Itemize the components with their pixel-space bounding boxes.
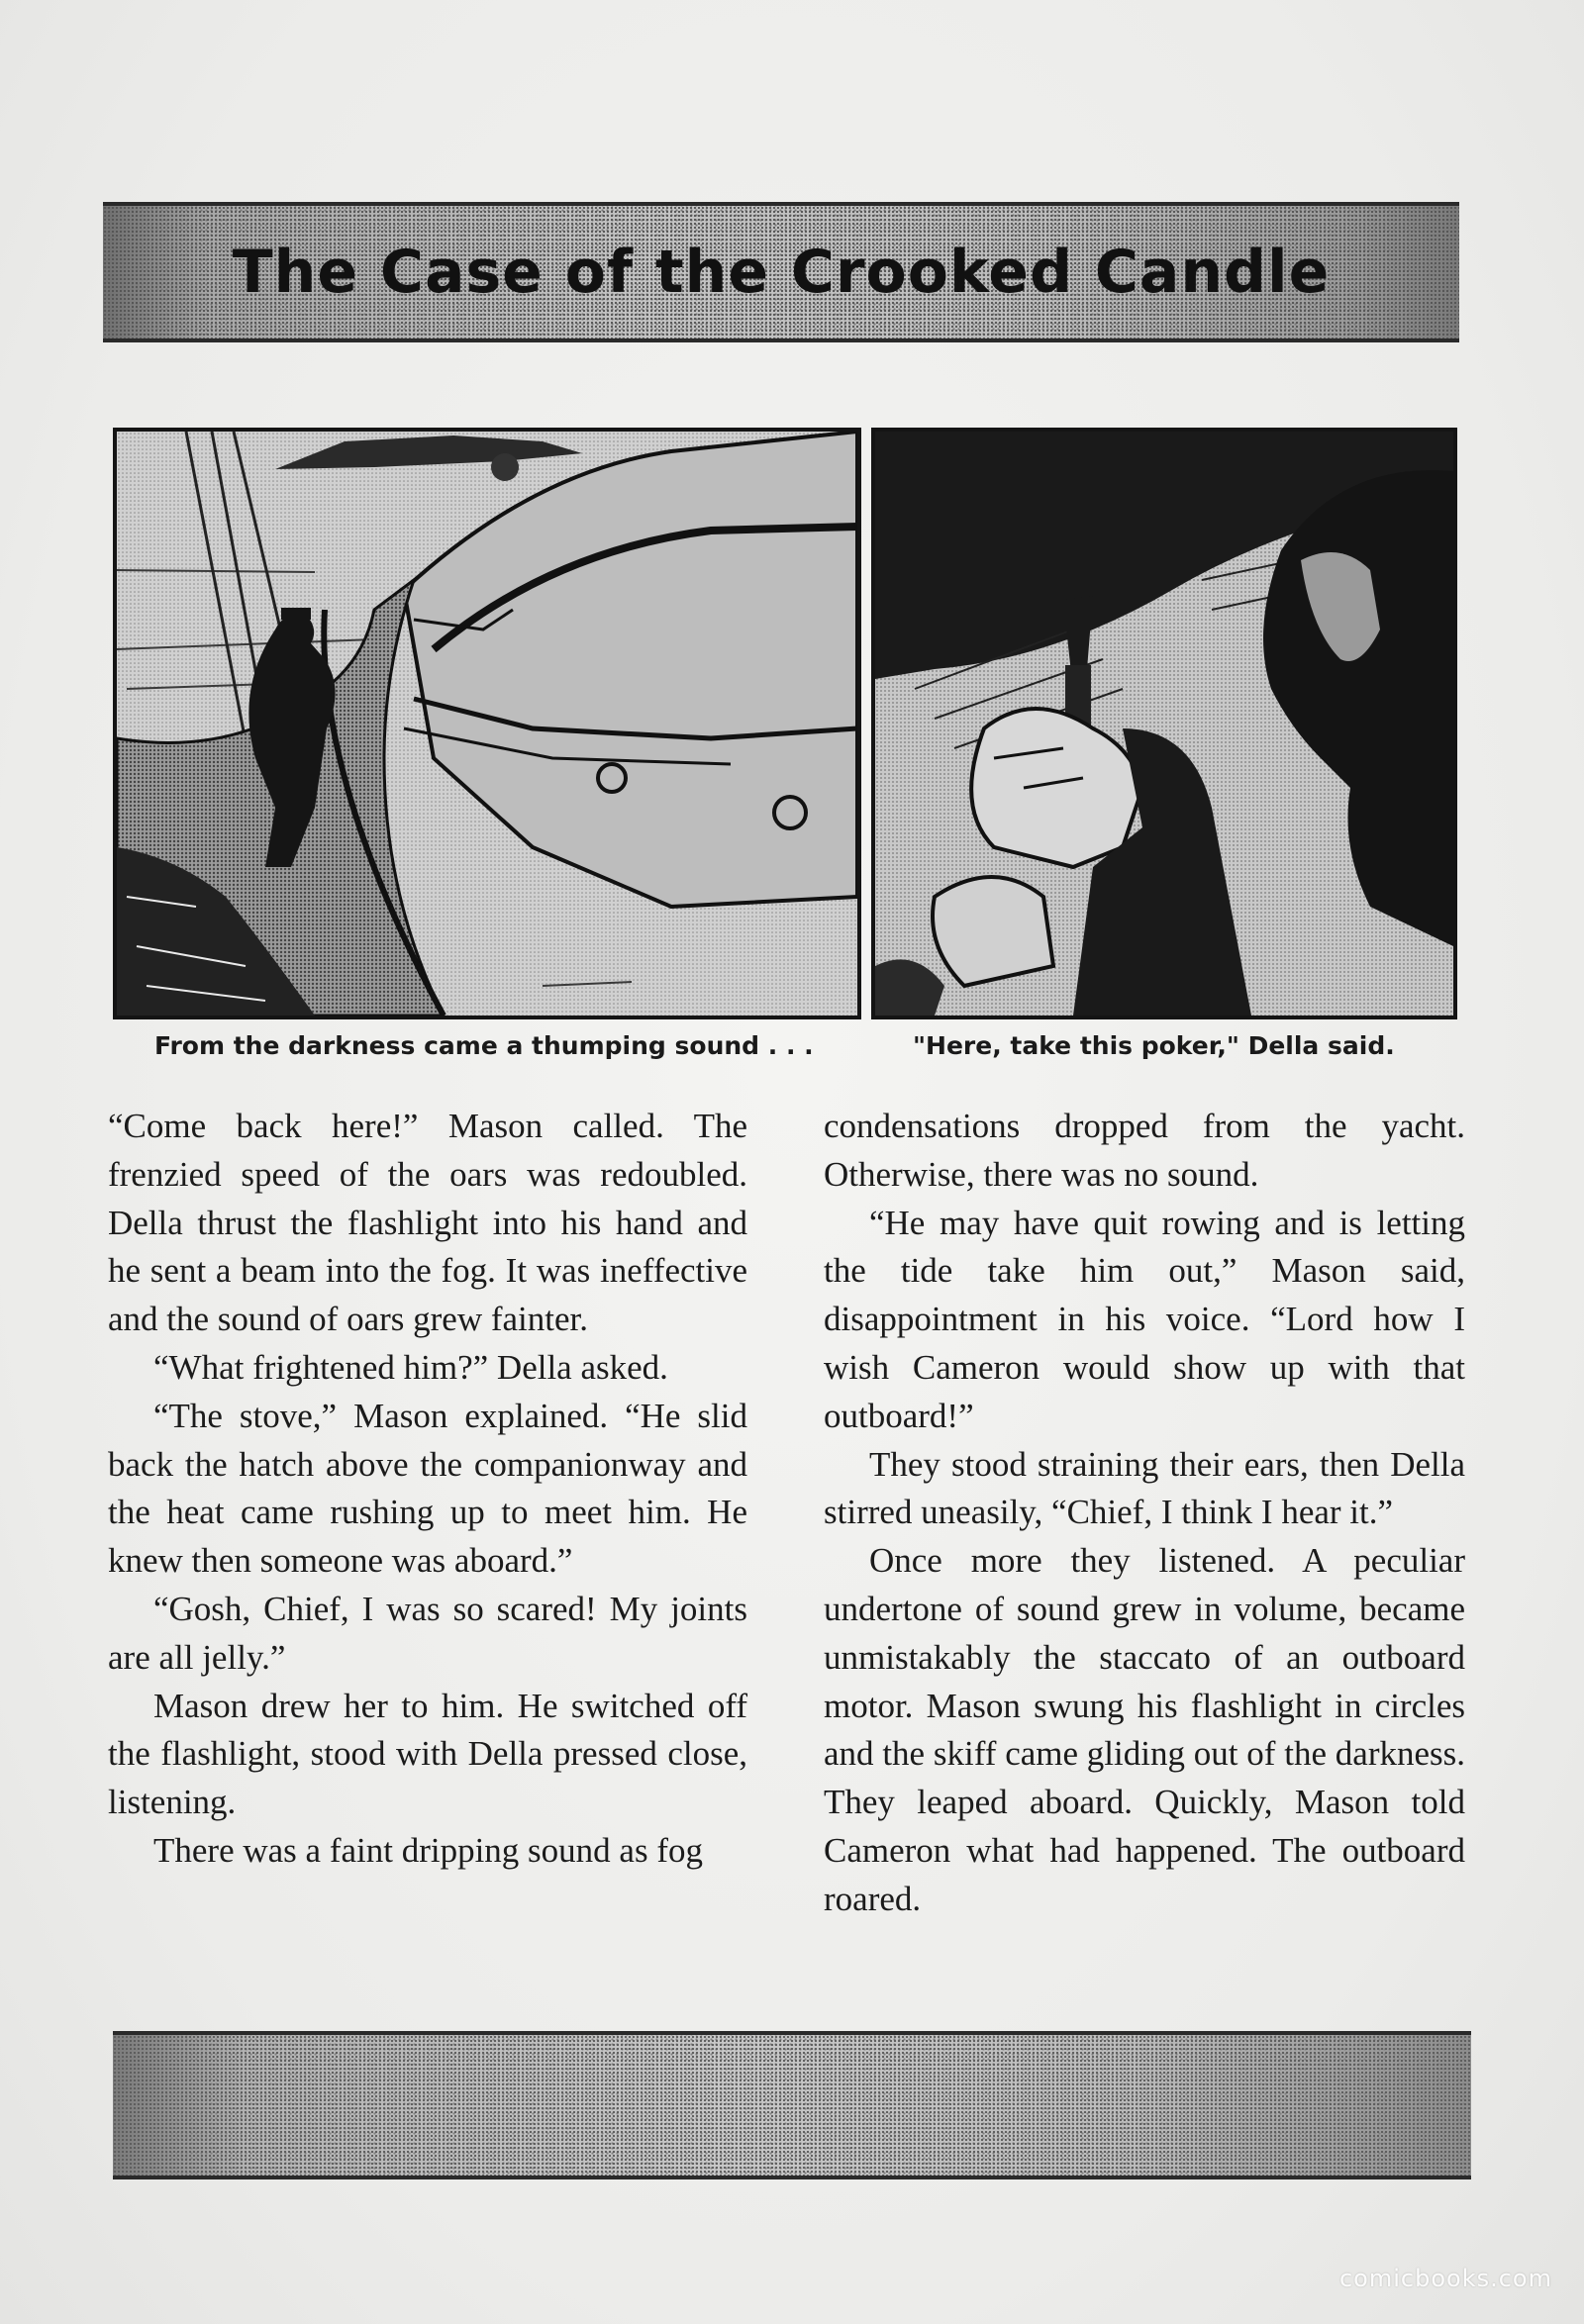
paragraph: “What frightened him?” Della asked. bbox=[153, 1347, 668, 1387]
paragraph: “He may have quit rowing and is letting the tide take him out,” Mason said, disappointment in his voice. “Lord how I wish Cameron would show up with that outboard!” bbox=[824, 1203, 1465, 1435]
paragraph: They stood straining their ears, then Della stirred uneasily, “Chief, I think I hear it.” bbox=[824, 1444, 1465, 1532]
paragraph: condensations dropped from the yacht. Otherwise, there was no sound. bbox=[824, 1107, 1465, 1194]
title-banner bbox=[103, 202, 1459, 342]
story-title: The Case of the Crooked Candle bbox=[232, 238, 1331, 307]
caption-left: From the darkness came a thumping sound . . . bbox=[154, 1031, 814, 1060]
paragraph: There was a faint dripping sound as fog bbox=[153, 1830, 703, 1870]
paragraph: Once more they listened. A peculiar undertone of sound grew in volume, became unmistakably the staccato of an outboard motor. Mason swung his flashlight in circles and the skiff came gliding out of the darkness. They leaped aboard. Quickly, Mason told Cameron what had happened. The outboard roared. bbox=[824, 1541, 1465, 1918]
text-column-left bbox=[108, 1103, 747, 1876]
paragraph: “Gosh, Chief, I was so scared! My joints are all jelly.” bbox=[108, 1589, 747, 1677]
bottom-halftone-band bbox=[113, 2031, 1471, 2179]
watermark: comicbooks.com bbox=[1338, 2265, 1552, 2292]
illustration-poker-hand bbox=[871, 428, 1457, 1019]
caption-right: "Here, take this poker," Della said. bbox=[913, 1031, 1395, 1060]
illustration-yacht-skiff bbox=[113, 428, 861, 1019]
paragraph: “The stove,” Mason explained. “He slid back the hatch above the companionway and the heat came rushing up to meet him. He knew then someone was aboard.” bbox=[108, 1396, 747, 1581]
poker-hand-drawing bbox=[875, 432, 1453, 1016]
text-column-right bbox=[824, 1103, 1465, 1924]
paragraph: “Come back here!” Mason called. The frenzied speed of the oars was redoubled. Della thrust the flashlight into his hand and he sent a beam into the fog. It was ineffective and the sound of oars grew fainter. bbox=[108, 1107, 747, 1339]
paragraph: Mason drew her to him. He switched off the flashlight, stood with Della pressed close, listening. bbox=[108, 1686, 747, 1822]
yacht-skiff-drawing bbox=[117, 432, 857, 1016]
